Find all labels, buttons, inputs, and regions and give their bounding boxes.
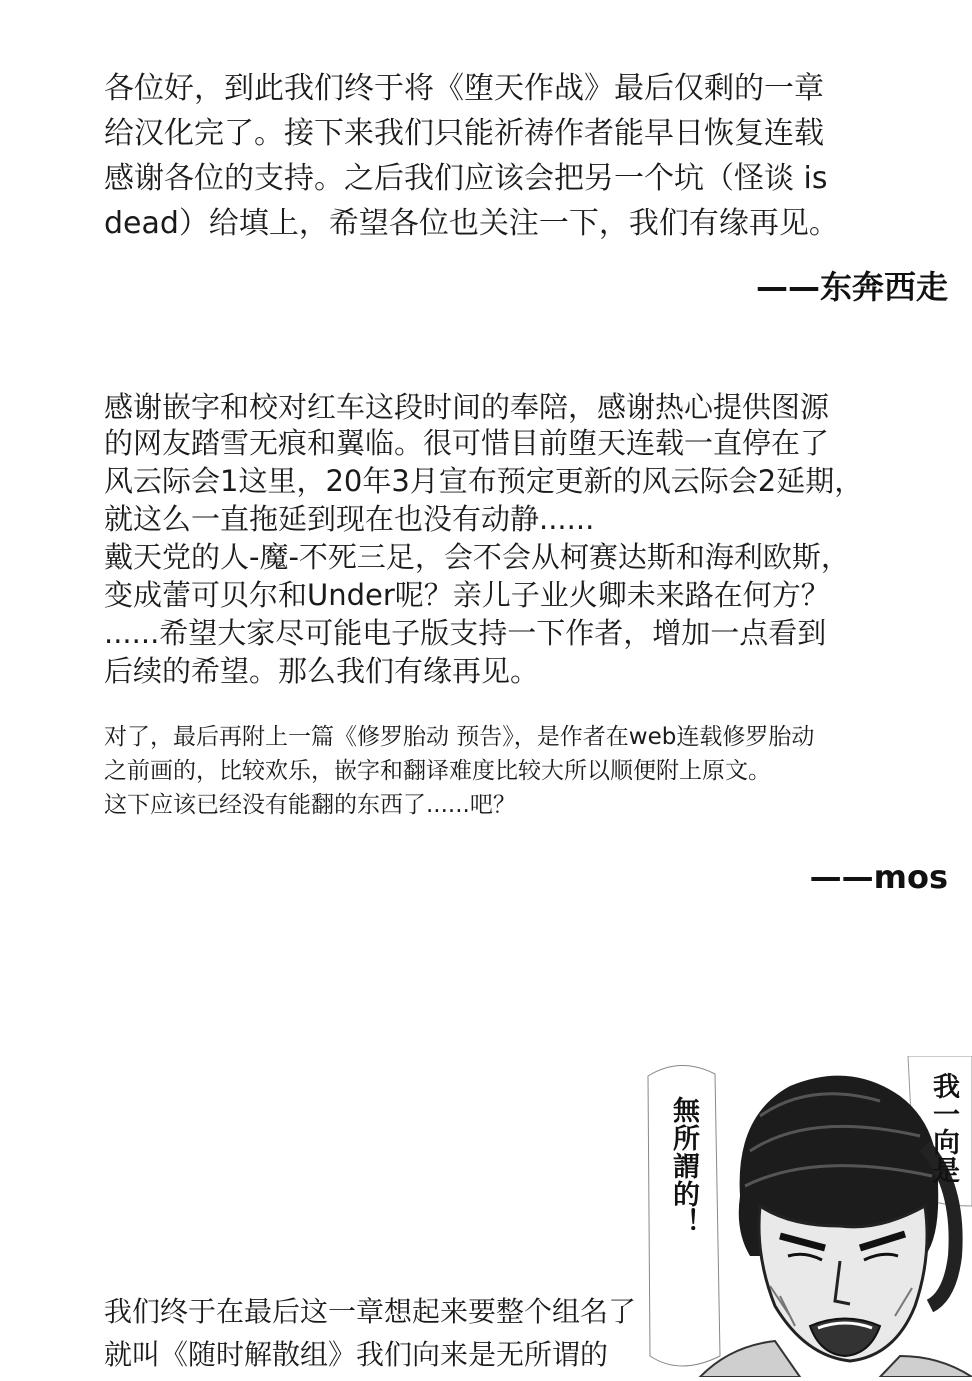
note3-line-1: 对了，最后再附上一篇《修罗胎动 预告》，是作者在web连载修罗胎动 — [104, 724, 815, 750]
note1-line-4: dead）给填上，希望各位也关注一下，我们有缘再见。 — [104, 206, 839, 241]
note2-line-8: 后续的希望。那么我们有缘再见。 — [104, 654, 540, 688]
note4-line-1: 我们终于在最后这一章想起来要整个组名了 — [104, 1295, 637, 1328]
note1-signature: ——东奔西走 — [755, 268, 948, 306]
note1-line-3: 感谢各位的支持。之后我们应该会把另一个坑（怪谈 is — [104, 161, 828, 196]
note2-line-3: 风云际会1这里，20年3月宣布预定更新的风云际会2延期， — [104, 464, 864, 498]
note2-line-4: 就这么一直拖延到现在也没有动静...... — [104, 502, 595, 536]
speech-bubble-right-text: 我一向是 — [928, 1072, 959, 1184]
note2-line-2: 的网友踏雪无痕和翼临。很可惜目前堕天连载一直停在了 — [104, 426, 830, 460]
note2-line-7: ......希望大家尽可能电子版支持一下作者，增加一点看到 — [104, 616, 827, 650]
note3-line-3: 这下应该已经没有能翻的东西了......吧？ — [104, 792, 516, 818]
speech-bubble-left-text: 無所謂的！ — [668, 1096, 699, 1236]
note2-line-6: 变成蕾可贝尔和Under呢？亲儿子业火卿未来路在何方？ — [104, 578, 830, 612]
note1-line-2: 给汉化完了。接下来我们只能祈祷作者能早日恢复连载 — [104, 116, 824, 151]
note3-line-2: 之前画的，比较欢乐，嵌字和翻译难度比较大所以顺便附上原文。 — [104, 758, 771, 784]
note4-line-2: 就叫《随时解散组》我们向来是无所谓的 — [104, 1338, 609, 1371]
manga-character-panel — [640, 1056, 972, 1377]
note1-line-1: 各位好，到此我们终于将《堕天作战》最后仅剩的一章 — [104, 71, 824, 106]
note2-line-5: 戴天党的人-魔-不死三足，会不会从柯赛达斯和海利欧斯， — [104, 540, 850, 574]
note2-line-1: 感谢嵌字和校对红车这段时间的奉陪，感谢热心提供图源 — [104, 390, 830, 424]
note3-signature: ——mos — [809, 858, 948, 896]
